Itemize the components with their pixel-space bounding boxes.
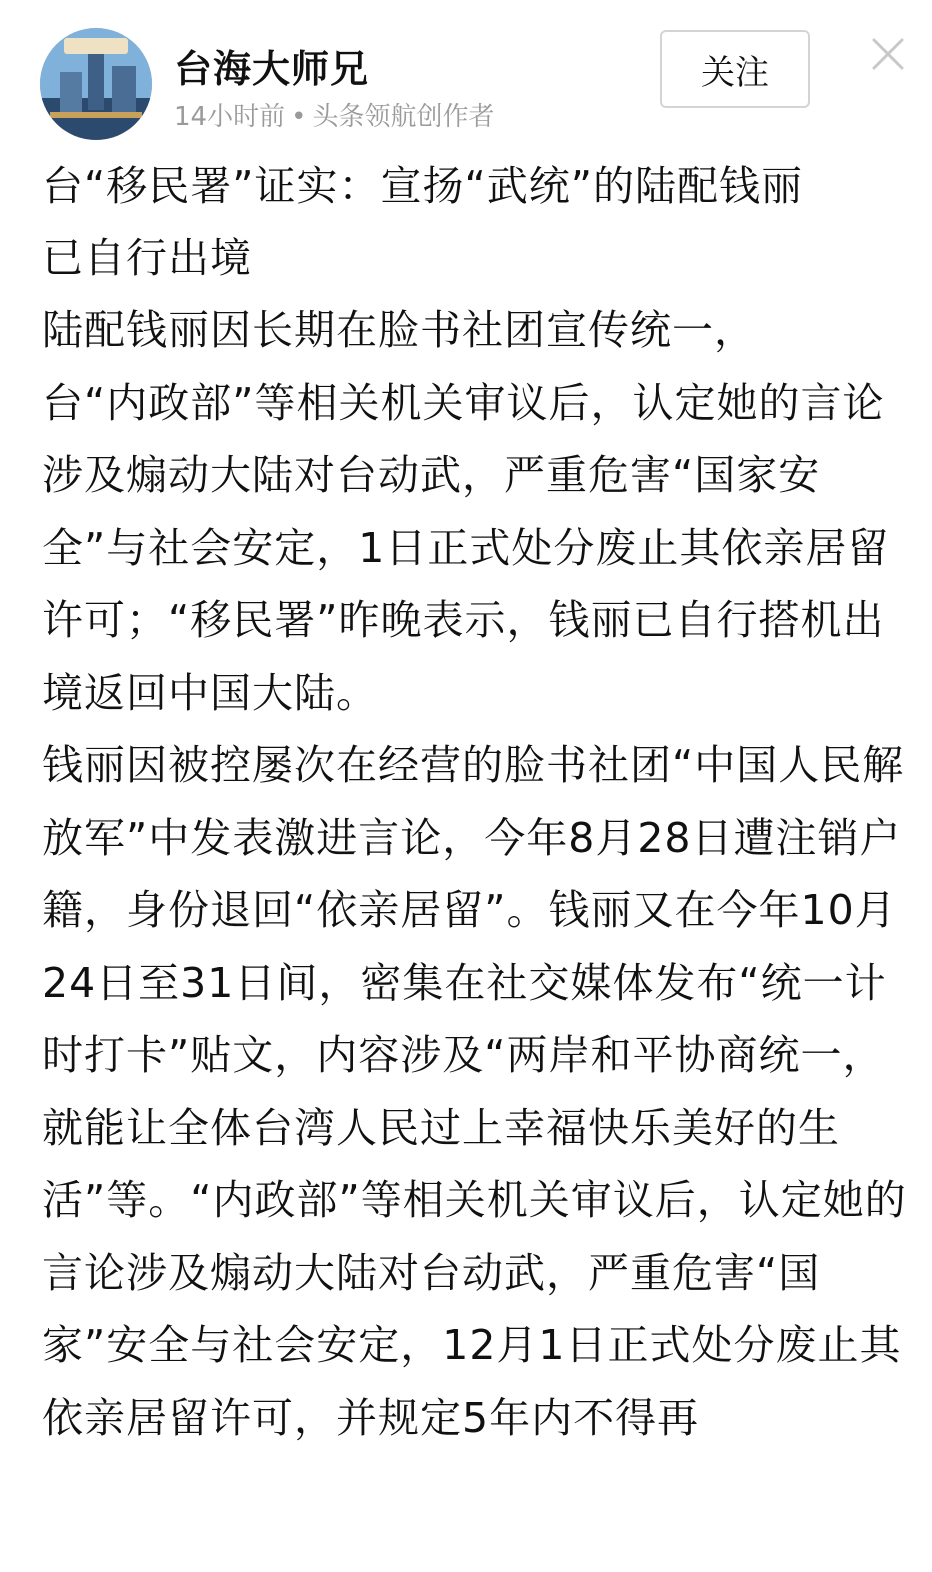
post-header (0, 0, 932, 150)
post-meta (174, 96, 494, 133)
article-paragraph-1: 陆配钱丽因长期在脸书社团宣传统一， (42, 306, 756, 354)
article-body (42, 150, 910, 1572)
meta-separator: • (291, 102, 307, 132)
author-tag: 头条领航创作者 (312, 102, 495, 132)
article-title (42, 150, 910, 294)
post-time: 14小时前 (174, 102, 286, 132)
author-avatar[interactable] (40, 28, 152, 140)
close-icon[interactable] (868, 34, 908, 74)
article-paragraph-3: 钱丽因被控屡次在经营的脸书社团“中国人民解放军”中发表激进言论，今年8月28日遭注销户籍，身份退回“依亲居留”。钱丽又在今年10月24日至31日间，密集在社交媒体发布“统一计时打卡”贴文，内容涉及“两岸和平协商统一，就能让全体台湾人民过上幸福快乐美好的生活”等。“内政部”等相关机关审议后，认定她的言论涉及煽动大陆对台动武，严重危害“国家”安全与社会安定，12月1日正式处分废止其依亲居留许可，并规定5年内不得再 (42, 741, 907, 1442)
avatar-image (40, 28, 152, 140)
title-line-1: 台“移民署”证实：宣扬“武统”的陆配钱丽 (42, 162, 803, 210)
author-name[interactable]: 台海大师兄 (174, 47, 370, 91)
title-line-2: 已自行出境 (42, 234, 252, 282)
article-paragraph-2: 台“内政部”等相关机关审议后，认定她的言论涉及煽动大陆对台动武，严重危害“国家安全”与社会安定，1日正式处分废止其依亲居留许可；“移民署”昨晚表示，钱丽已自行搭机出境返回中国大陆。 (42, 378, 890, 717)
follow-button[interactable]: 关注 (660, 30, 810, 108)
